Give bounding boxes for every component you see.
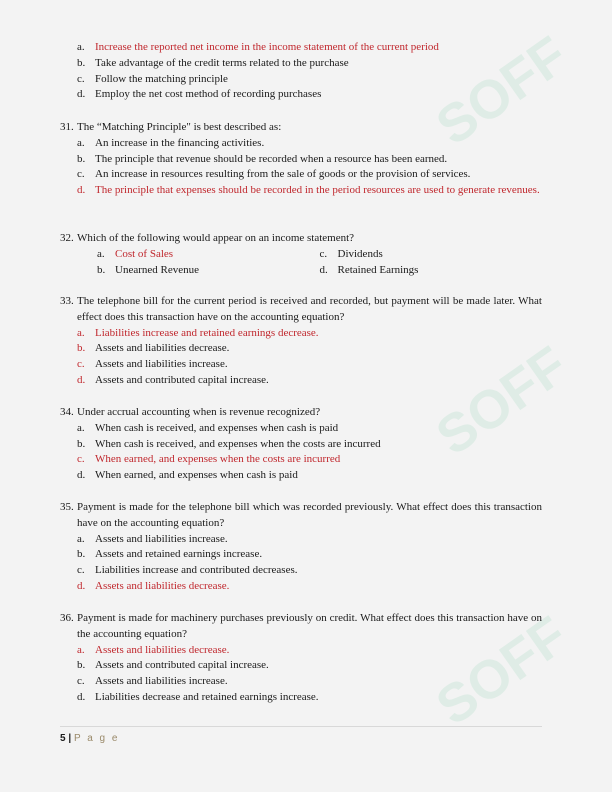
question-text: Payment is made for the telephone bill which was recorded previously. What effect does this transaction have on the accounting equation? [77, 501, 542, 529]
option-d: d. When earned, and expenses when cash is paid [77, 469, 298, 482]
question-text: The telephone bill for the current period is received and recorded, but payment will be made later. What effect does this transaction have on the accounting equation? [77, 295, 542, 323]
option-b: b. Assets and contributed capital increase. [77, 659, 269, 672]
question-35 [60, 500, 542, 595]
question-continuation [60, 40, 542, 103]
option-d: d. Liabilities decrease and retained earnings increase. [77, 690, 319, 703]
option-a: a. Cost of Sales [97, 247, 174, 260]
question-number: 36. [60, 612, 74, 624]
option-c: c. Follow the matching principle [77, 72, 228, 85]
watermark-logo: SOFF [425, 335, 579, 467]
option-b: b. Assets and liabilities decrease. [77, 342, 230, 355]
option-a: a. Assets and liabilities increase. [77, 532, 228, 545]
option-c: c. When earned, and expenses when the costs are incurred [77, 453, 341, 466]
option-d: d. The principle that expenses should be recorded in the period resources are used to generate revenues. [77, 184, 540, 197]
option-b: b. Take advantage of the credit terms related to the purchase [77, 56, 349, 69]
option-row-2 [97, 263, 542, 279]
option-b: b. When cash is received, and expenses when the costs are incurred [77, 437, 381, 450]
question-number: 33. [60, 295, 74, 307]
question-number: 32. [60, 232, 74, 244]
option-a: a. Liabilities increase and retained earnings decrease. [77, 326, 319, 339]
option-a: a. Increase the reported net income in the income statement of the current period [77, 41, 439, 53]
question-number: 31. [60, 121, 74, 133]
page-footer [60, 726, 542, 744]
question-text: The “Matching Principle" is best described as: [77, 121, 282, 133]
option-d: d. Assets and contributed capital increase. [77, 373, 269, 386]
option-c: c. Liabilities increase and contributed decreases. [77, 564, 298, 577]
page-number: 5 [60, 733, 66, 744]
page-label: P a g e [73, 733, 120, 744]
option-b: b. Unearned Revenue [97, 263, 199, 276]
watermark-logo: SOFF [425, 605, 579, 737]
question-text: Payment is made for machinery purchases previously on credit. What effect does this transaction have on the accounting equation? [77, 612, 542, 640]
question-text: Under accrual accounting when is revenue recognized? [77, 406, 321, 418]
option-b: b. The principle that revenue should be recorded when a resource has been earned. [77, 152, 448, 165]
question-32 [60, 231, 542, 278]
option-a: a. An increase in the financing activities. [77, 136, 265, 149]
option-a: a. Assets and liabilities decrease. [77, 643, 230, 656]
question-33 [60, 294, 542, 389]
option-d: d. Assets and liabilities decrease. [77, 579, 230, 592]
option-d: d. Retained Earnings [319, 263, 419, 276]
option-b: b. Assets and retained earnings increase. [77, 548, 263, 561]
watermark-logo: SOFF [425, 25, 579, 157]
option-c: c. An increase in resources resulting from the sale of goods or the provision of services. [77, 168, 471, 181]
question-number: 35. [60, 501, 74, 513]
option-row-1 [97, 247, 542, 263]
question-text: Which of the following would appear on an income statement? [77, 232, 355, 244]
question-34 [60, 405, 542, 484]
option-a: a. When cash is received, and expenses when cash is paid [77, 421, 339, 434]
option-c: c. Assets and liabilities increase. [77, 358, 228, 371]
footer-separator: | [68, 733, 72, 744]
question-number: 34. [60, 406, 74, 418]
option-d: d. Employ the net cost method of recording purchases [77, 88, 322, 101]
question-31 [60, 120, 542, 199]
option-c: c. Dividends [319, 247, 383, 260]
option-c: c. Assets and liabilities increase. [77, 675, 228, 688]
question-36 [60, 611, 542, 706]
